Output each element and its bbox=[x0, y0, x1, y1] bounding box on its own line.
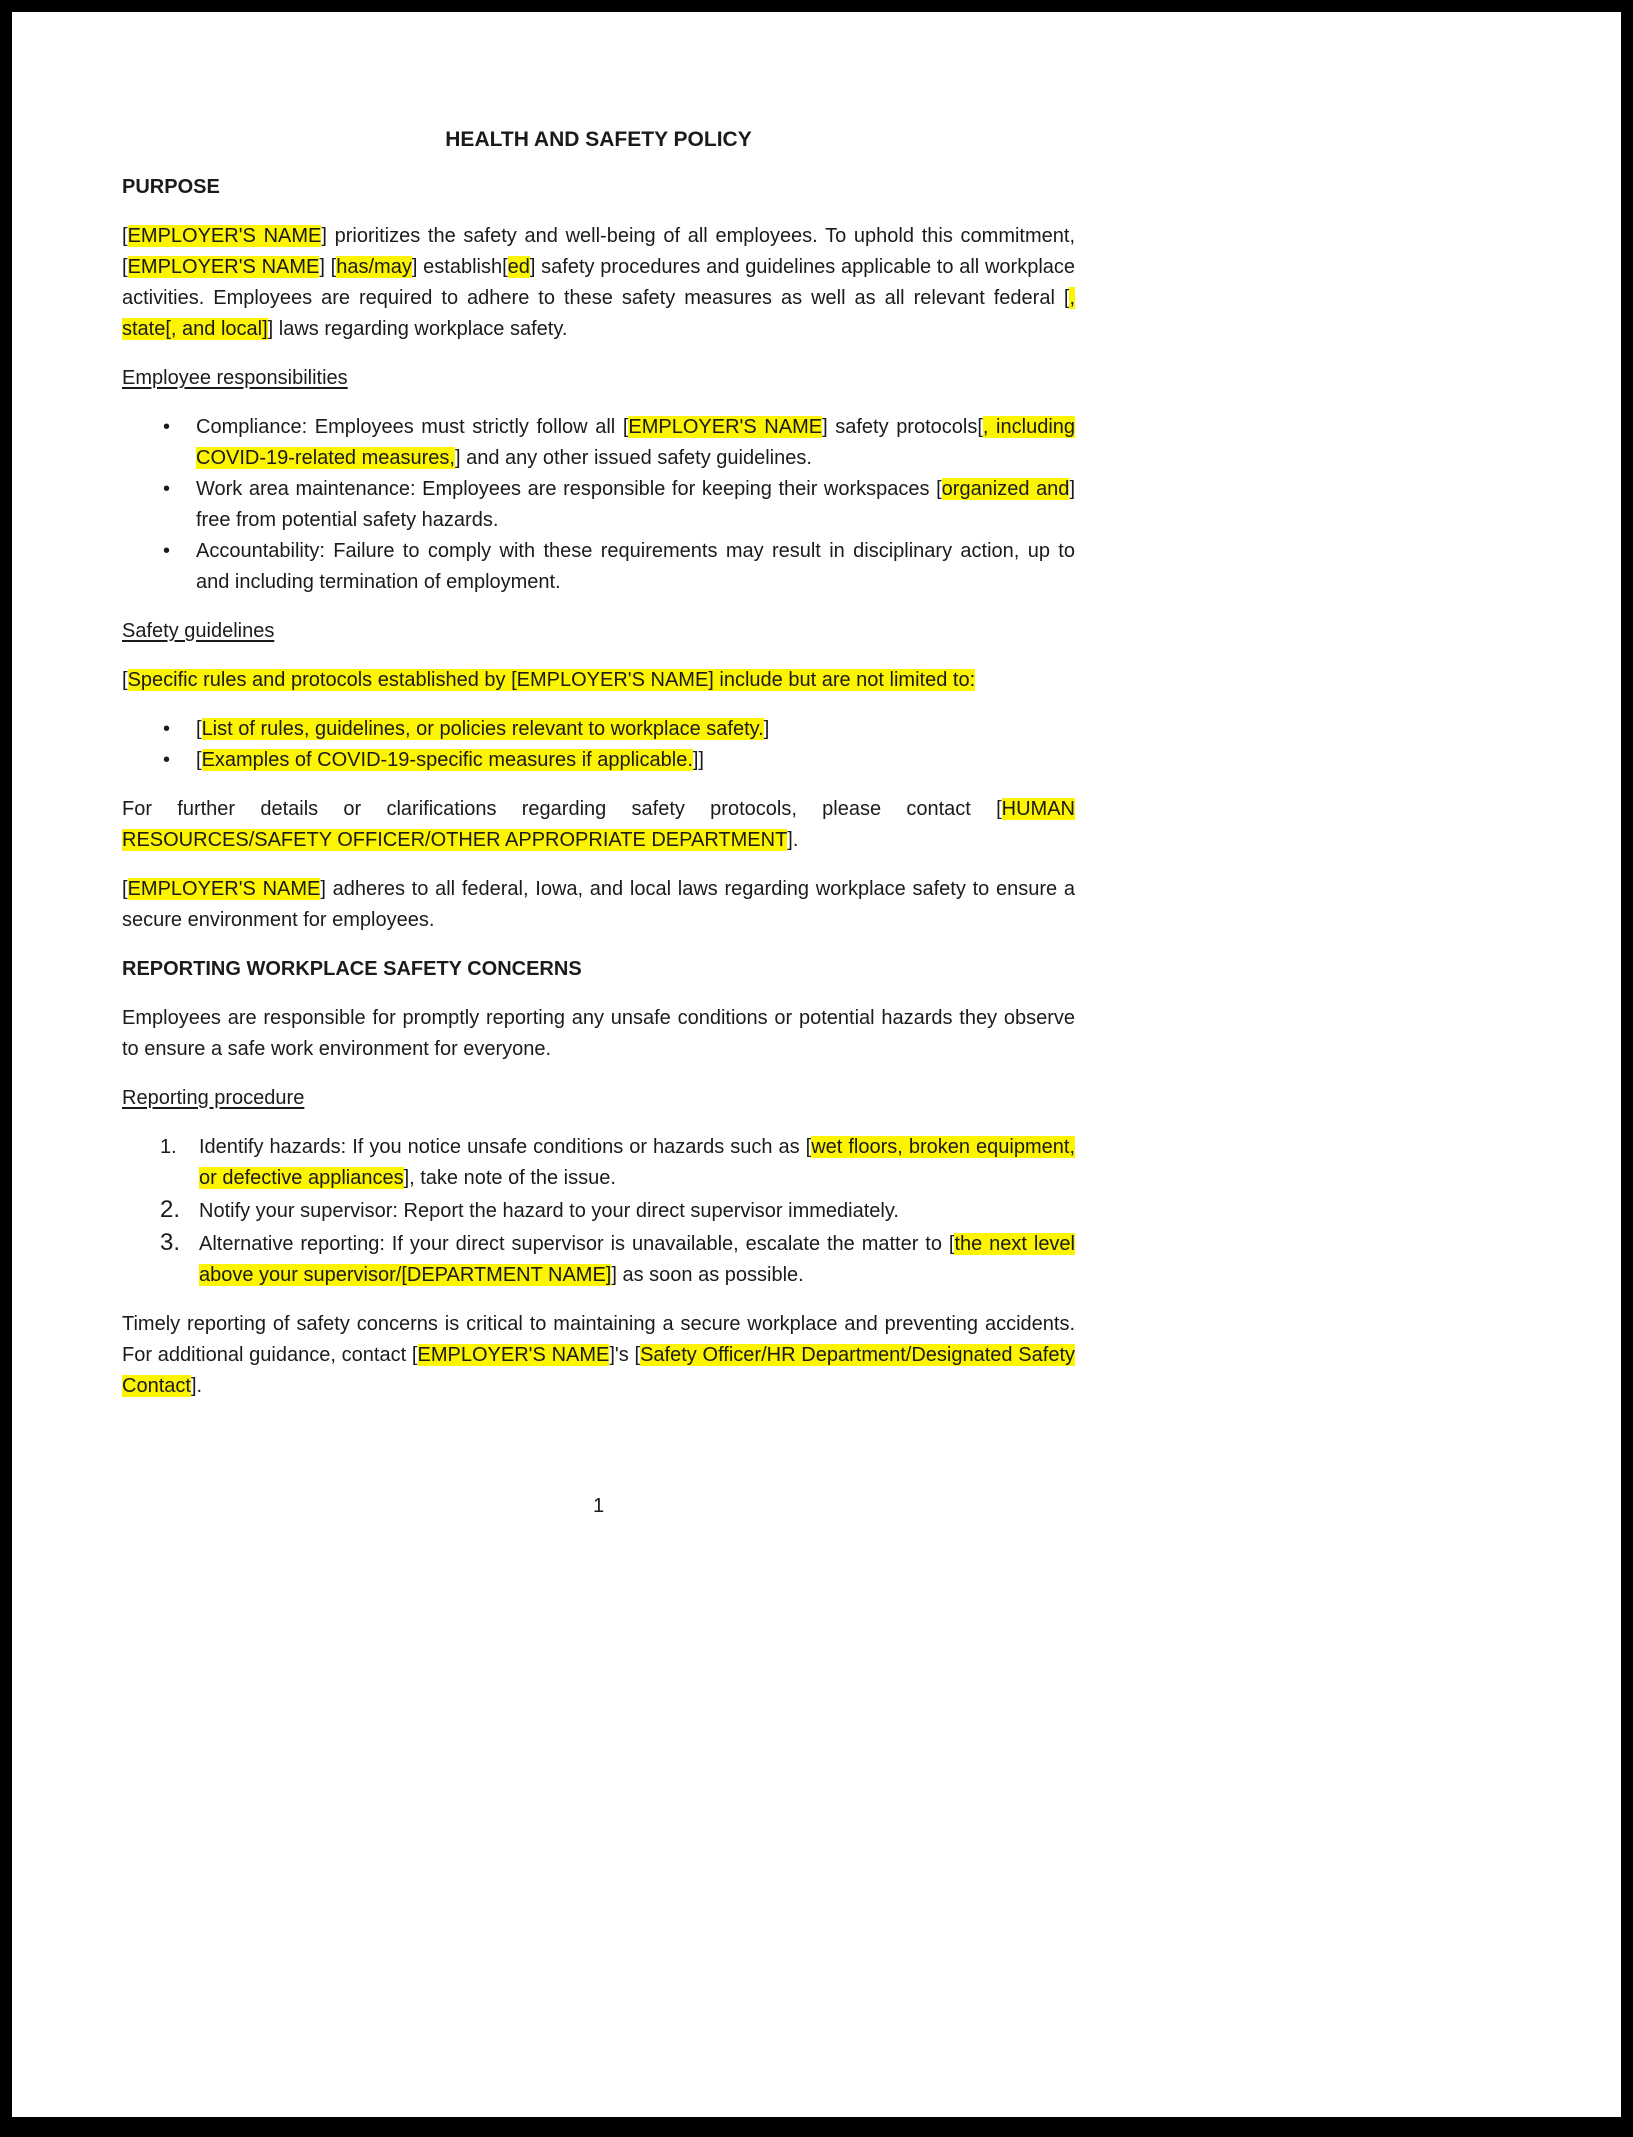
list-item-text bbox=[199, 1196, 1075, 1227]
section-heading bbox=[122, 616, 1075, 647]
highlighted-text: List of rules, guidelines, or policies relevant to workplace safety. bbox=[201, 718, 764, 740]
list-item bbox=[122, 745, 1075, 776]
number-marker: 1. bbox=[160, 1136, 177, 1158]
section-heading bbox=[122, 363, 1075, 394]
text-run: ]. bbox=[190, 1375, 203, 1397]
text-run: For further details or clarifications regarding safety protocols, please contact [ bbox=[122, 798, 1002, 820]
highlighted-text: EMPLOYER'S NAME bbox=[127, 878, 321, 900]
highlighted-text: , including COVID-19-related measures, bbox=[196, 416, 1076, 469]
text-run: ] as soon as possible. bbox=[611, 1264, 804, 1286]
text-run: Employees are responsible for promptly reporting any unsafe conditions or potential hazards they observe to ensure a safe work environment for everyone. bbox=[122, 1007, 1075, 1060]
paragraph bbox=[122, 794, 1075, 856]
highlighted-text: Safety Officer/HR Department/Designated Safety Contact bbox=[122, 1344, 1076, 1397]
text-run: REPORTING WORKPLACE SAFETY CONCERNS bbox=[122, 958, 582, 980]
numbered-list bbox=[122, 1132, 1075, 1291]
text-run: ]'s [ bbox=[609, 1344, 641, 1366]
paragraph bbox=[122, 1309, 1075, 1402]
text-run: ], take note of the issue. bbox=[403, 1167, 616, 1189]
text-run: Identify hazards: If you notice unsafe conditions or hazards such as [ bbox=[199, 1136, 812, 1158]
list-item bbox=[122, 412, 1075, 474]
document-title: HEALTH AND SAFETY POLICY bbox=[445, 128, 752, 151]
list-item-text bbox=[196, 474, 1075, 536]
text-run: Timely reporting of safety concerns is critical to maintaining a secure workplace and preventing accidents. For additional guidance, contact [ bbox=[122, 1313, 1075, 1366]
text-run: [ bbox=[196, 718, 202, 740]
bullet-marker: • bbox=[163, 718, 171, 740]
text-run: ] prioritizes the safety and well-being of all employees. To uphold this commitment, [ bbox=[122, 225, 1075, 278]
highlighted-text: , state[, and local] bbox=[122, 287, 1075, 340]
highlighted-text: has/may bbox=[336, 256, 412, 278]
list-item bbox=[122, 714, 1075, 745]
text-run: Accountability: Failure to comply with these requirements may result in disciplinary action, up to and including termination of employment. bbox=[196, 540, 1075, 593]
list-item bbox=[122, 474, 1075, 536]
bullet-marker: • bbox=[163, 478, 171, 500]
highlighted-text: EMPLOYER'S NAME bbox=[127, 256, 320, 278]
page-number: 1 bbox=[592, 1495, 605, 1517]
highlighted-text: EMPLOYER'S NAME bbox=[628, 416, 823, 438]
highlighted-text: ed bbox=[507, 256, 530, 278]
section-heading bbox=[122, 954, 1075, 985]
number-marker: 2. bbox=[160, 1196, 181, 1223]
bullet-marker: • bbox=[163, 540, 171, 562]
text-run: ] [ bbox=[319, 256, 337, 278]
bullet-list bbox=[122, 714, 1075, 776]
text-run: ] adheres to all federal, Iowa, and local laws regarding workplace safety to ensure a secure environment for employees. bbox=[122, 878, 1076, 931]
text-run: Safety guidelines bbox=[122, 620, 275, 642]
text-run: [ bbox=[122, 669, 128, 691]
document-blocks bbox=[122, 172, 1075, 1402]
paragraph bbox=[122, 874, 1075, 936]
text-run: ] free from potential safety hazards. bbox=[196, 478, 1075, 531]
list-item-text bbox=[196, 714, 1075, 745]
list-item-text bbox=[196, 745, 1075, 776]
list-item-text bbox=[199, 1132, 1075, 1194]
document-page bbox=[122, 12, 1075, 1522]
text-run: [ bbox=[122, 878, 128, 900]
text-run: ] and any other issued safety guidelines. bbox=[454, 447, 812, 469]
text-run: Alternative reporting: If your direct supervisor is unavailable, escalate the matter to [ bbox=[199, 1233, 955, 1255]
text-run: ] laws regarding workplace safety. bbox=[267, 318, 568, 340]
highlighted-text: Specific rules and protocols established by [EMPLOYER'S NAME] include but are not limited to: bbox=[127, 669, 976, 691]
text-run: ] bbox=[763, 718, 770, 740]
text-run: Reporting procedure bbox=[122, 1087, 305, 1109]
list-item-text bbox=[196, 412, 1075, 474]
bullet-marker: • bbox=[163, 416, 171, 438]
number-marker: 3. bbox=[160, 1229, 181, 1256]
section-heading bbox=[122, 1083, 1075, 1114]
list-item bbox=[122, 536, 1075, 598]
text-run: [ bbox=[122, 225, 128, 247]
highlighted-text: EMPLOYER'S NAME bbox=[127, 225, 322, 247]
list-item bbox=[122, 1132, 1075, 1194]
bullet-marker: • bbox=[163, 749, 171, 771]
highlighted-text: EMPLOYER'S NAME bbox=[417, 1344, 610, 1366]
text-run: Compliance: Employees must strictly follow all [ bbox=[196, 416, 629, 438]
text-run: Work area maintenance: Employees are responsible for keeping their workspaces [ bbox=[196, 478, 942, 500]
paragraph bbox=[122, 1003, 1075, 1065]
highlighted-text: organized and bbox=[941, 478, 1070, 500]
text-run: Notify your supervisor: Report the hazard to your direct supervisor immediately. bbox=[199, 1200, 899, 1222]
list-item bbox=[122, 1227, 1075, 1291]
text-run: ] establish[ bbox=[411, 256, 508, 278]
section-heading bbox=[122, 172, 1075, 203]
bullet-list bbox=[122, 412, 1075, 598]
list-item bbox=[122, 1194, 1075, 1227]
text-run: ]] bbox=[692, 749, 704, 771]
highlighted-text: HUMAN RESOURCES/SAFETY OFFICER/OTHER APPROPRIATE DEPARTMENT bbox=[122, 798, 1075, 851]
list-item-text bbox=[199, 1229, 1075, 1291]
paragraph bbox=[122, 221, 1075, 345]
highlighted-text: Examples of COVID-19-specific measures if applicable. bbox=[201, 749, 693, 771]
text-run: ] safety procedures and guidelines applicable to all workplace activities. Employees are required to adhere to these safety measures as well as all relevant federal [ bbox=[122, 256, 1076, 309]
text-run: [ bbox=[196, 749, 202, 771]
text-run: ] safety protocols[ bbox=[822, 416, 983, 438]
text-run: ]. bbox=[787, 829, 799, 851]
text-run: PURPOSE bbox=[122, 176, 220, 198]
highlighted-text: the next level above your supervisor/[DEPARTMENT NAME] bbox=[199, 1233, 1076, 1286]
text-run: Employee responsibilities bbox=[122, 367, 348, 389]
paragraph bbox=[122, 665, 1075, 696]
list-item-text bbox=[196, 536, 1075, 598]
highlighted-text: wet floors, broken equipment, or defective appliances bbox=[199, 1136, 1075, 1189]
